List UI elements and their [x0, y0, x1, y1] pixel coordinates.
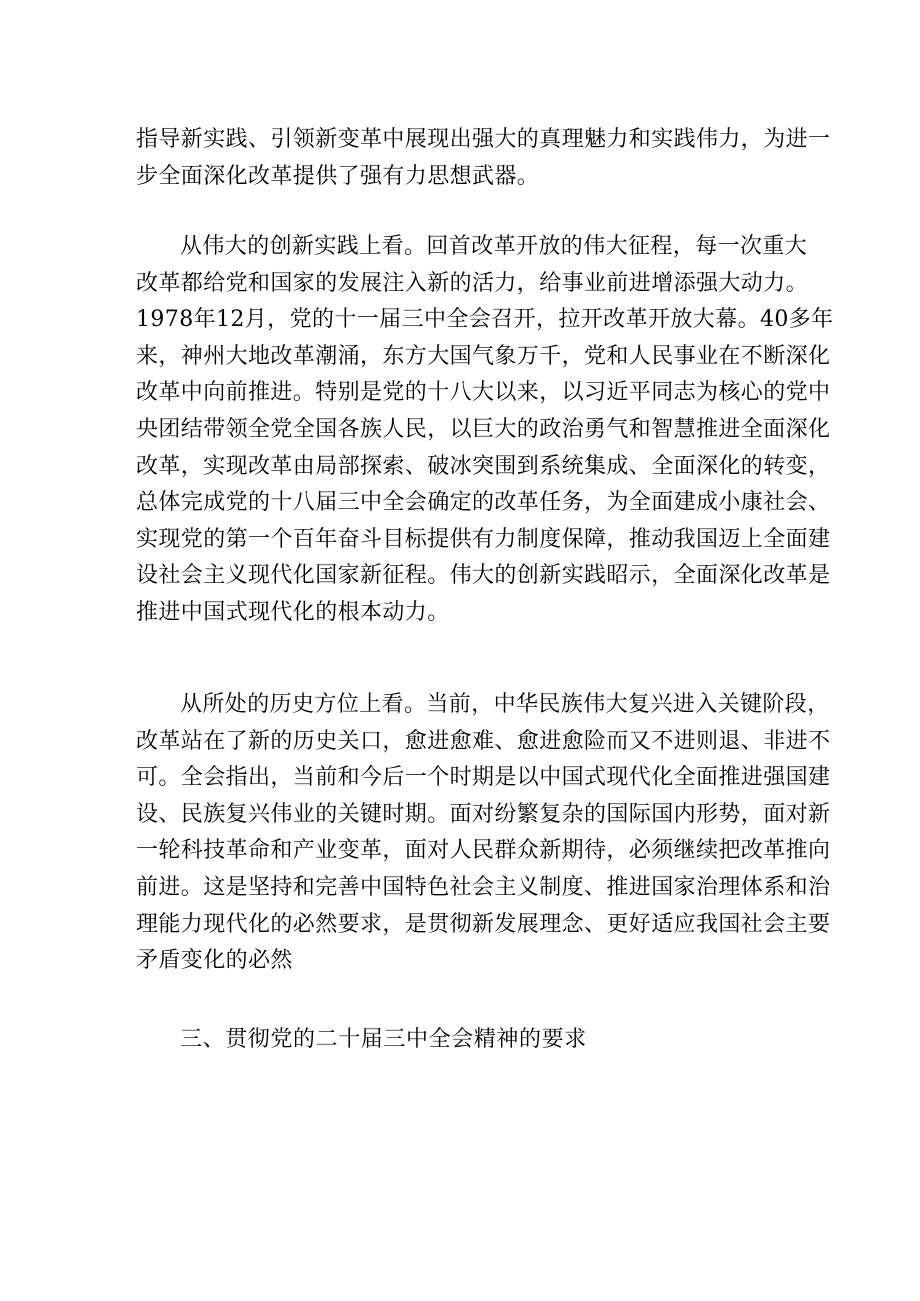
text-line: 一轮科技革命和产业变革，面对人民群众新期待，必须继续把改革推向 — [136, 838, 831, 864]
text-line: 矛盾变化的必然 — [136, 948, 293, 974]
text-line: 设、民族复兴伟业的关键时期。面对纷繁复杂的国际国内形势，面对新 — [136, 801, 831, 827]
text-line: 改革都给党和国家的发展注入新的活力，给事业前进增添强大动力。 — [136, 270, 809, 296]
text-line: 设社会主义现代化国家新征程。伟大的创新实践昭示，全面深化改革是 — [136, 563, 831, 589]
text-line: 推进中国式现代化的根本动力。 — [136, 599, 450, 625]
text-line: 步全面深化改革提供了强有力思想武器。 — [136, 163, 540, 189]
text-line: 改革，实现改革由局部探索、破冰突围到系统集成、全面深化的转变， — [136, 453, 831, 479]
text-line: 从所处的历史方位上看。当前，中华民族伟大复兴进入关键阶段， — [180, 692, 830, 717]
paragraph-innovation-practice — [136, 229, 834, 632]
text-line: 改革中向前推进。特别是党的十八大以来，以习近平同志为核心的党中 — [136, 380, 831, 406]
text-line: 指导新实践、引领新变革中展现出强大的真理魅力和实践伟力，为进一 — [136, 127, 831, 152]
text-line: 改革站在了新的历史关口，愈进愈难、愈进愈险而又不进则退、非进不 — [136, 728, 831, 754]
text-line: 理能力现代化的必然要求，是贯彻新发展理念、更好适应我国社会主要 — [136, 911, 831, 937]
text-line: 实现党的第一个百年奋斗目标提供有力制度保障，推动我国迈上全面建 — [136, 526, 831, 552]
text-line: 前进。这是坚持和完善中国特色社会主义制度、推进国家治理体系和治 — [136, 874, 831, 900]
text-line: 可。全会指出，当前和今后一个时期是以中国式现代化全面推进强国建 — [136, 765, 831, 791]
paragraph-continuation — [136, 122, 831, 195]
text-line: 1978年12月，党的十一届三中全会召开，拉开改革开放大幕。40多年 — [136, 307, 834, 333]
paragraph-historical-position — [136, 687, 831, 980]
text-line: 来，神州大地改革潮涌，东方大国气象万千，党和人民事业在不断深化 — [136, 343, 831, 369]
text-line: 央团结带领全党全国各族人民，以巨大的政治勇气和智慧推进全面深化 — [136, 416, 831, 442]
text-line: 从伟大的创新实践上看。回首改革开放的伟大征程，每一次重大 — [180, 234, 808, 259]
text-line: 总体完成党的十八届三中全会确定的改革任务，为全面建成小康社会、 — [136, 490, 831, 516]
section-heading: 三、贯彻党的二十届三中全会精神的要求 — [180, 1027, 587, 1052]
